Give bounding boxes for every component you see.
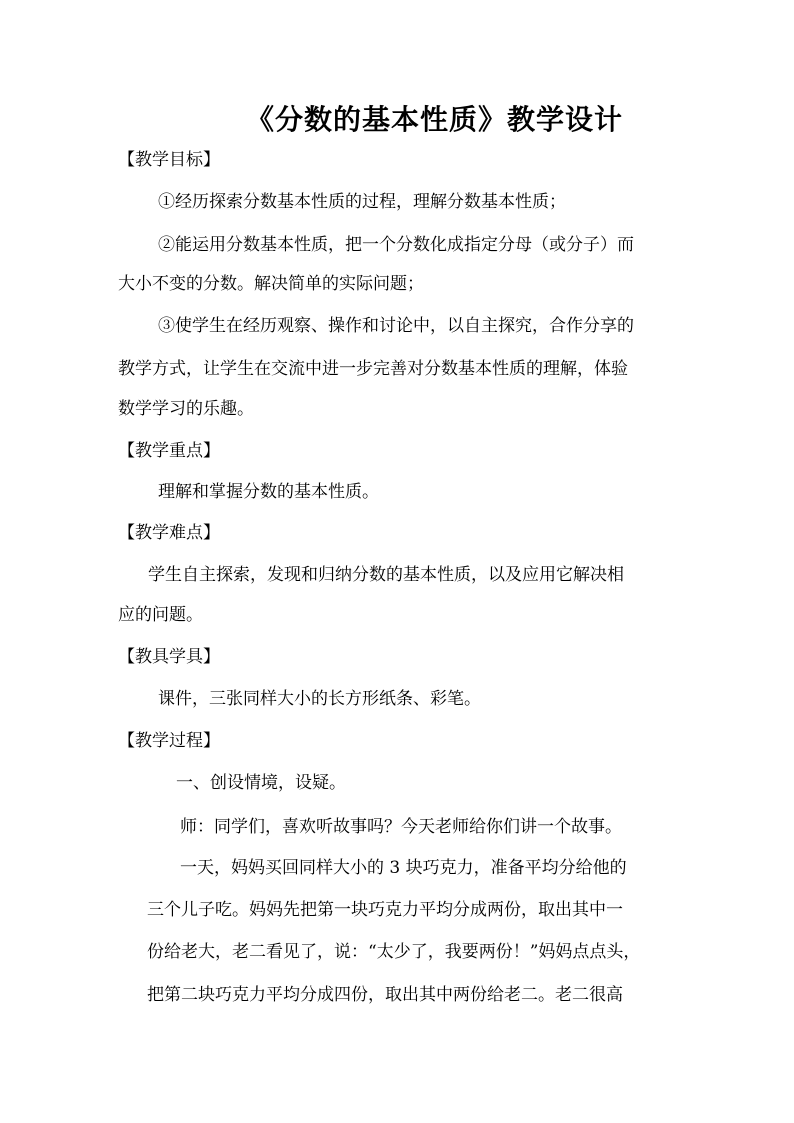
materials-heading: 【教具学具】 [118, 647, 220, 667]
story-line-3: 份给老大，老二看见了，说：“太少了，我要两份！”妈妈点点头， [147, 942, 641, 962]
process-heading: 【教学过程】 [118, 731, 220, 751]
objective-1: ①经历探索分数基本性质的过程，理解分数基本性质； [158, 192, 566, 212]
objective-3-line-3: 数学学习的乐趣。 [118, 399, 254, 419]
process-step-1: 一、创设情境，设疑。 [176, 773, 346, 793]
objective-3-line-2: 教学方式，让学生在交流中进一步完善对分数基本性质的理解，体验 [118, 359, 628, 379]
objective-2-line-2: 大小不变的分数。解决简单的实际问题； [118, 274, 424, 294]
objectives-heading: 【教学目标】 [118, 150, 220, 170]
key-points-text: 理解和掌握分数的基本性质。 [158, 482, 379, 502]
story-line-1: 一天，妈妈买回同样大小的 3 块巧克力，准备平均分给他的 [180, 858, 627, 878]
teacher-line: 师：同学们，喜欢听故事吗？今天老师给你们讲一个故事。 [180, 817, 622, 837]
objective-3-line-1: ③使学生在经历观察、操作和讨论中，以自主探究，合作分享的 [158, 316, 634, 336]
materials-text: 课件，三张同样大小的长方形纸条、彩笔。 [158, 689, 481, 709]
story-line-2: 三个儿子吃。妈妈先把第一块巧克力平均分成两份，取出其中一 [147, 900, 623, 920]
objective-2-line-1: ②能运用分数基本性质，把一个分数化成指定分母（或分子）而 [158, 235, 634, 255]
document-title: 《分数的基本性质》教学设计 [246, 103, 624, 136]
difficulties-heading: 【教学难点】 [118, 523, 220, 543]
difficulties-line-1: 学生自主探索，发现和归纳分数的基本性质，以及应用它解决相 [148, 565, 624, 585]
difficulties-line-2: 应的问题。 [118, 605, 203, 625]
key-points-heading: 【教学重点】 [118, 441, 220, 461]
story-line-4: 把第二块巧克力平均分成四份，取出其中两份给老二。老二很高 [147, 985, 623, 1005]
